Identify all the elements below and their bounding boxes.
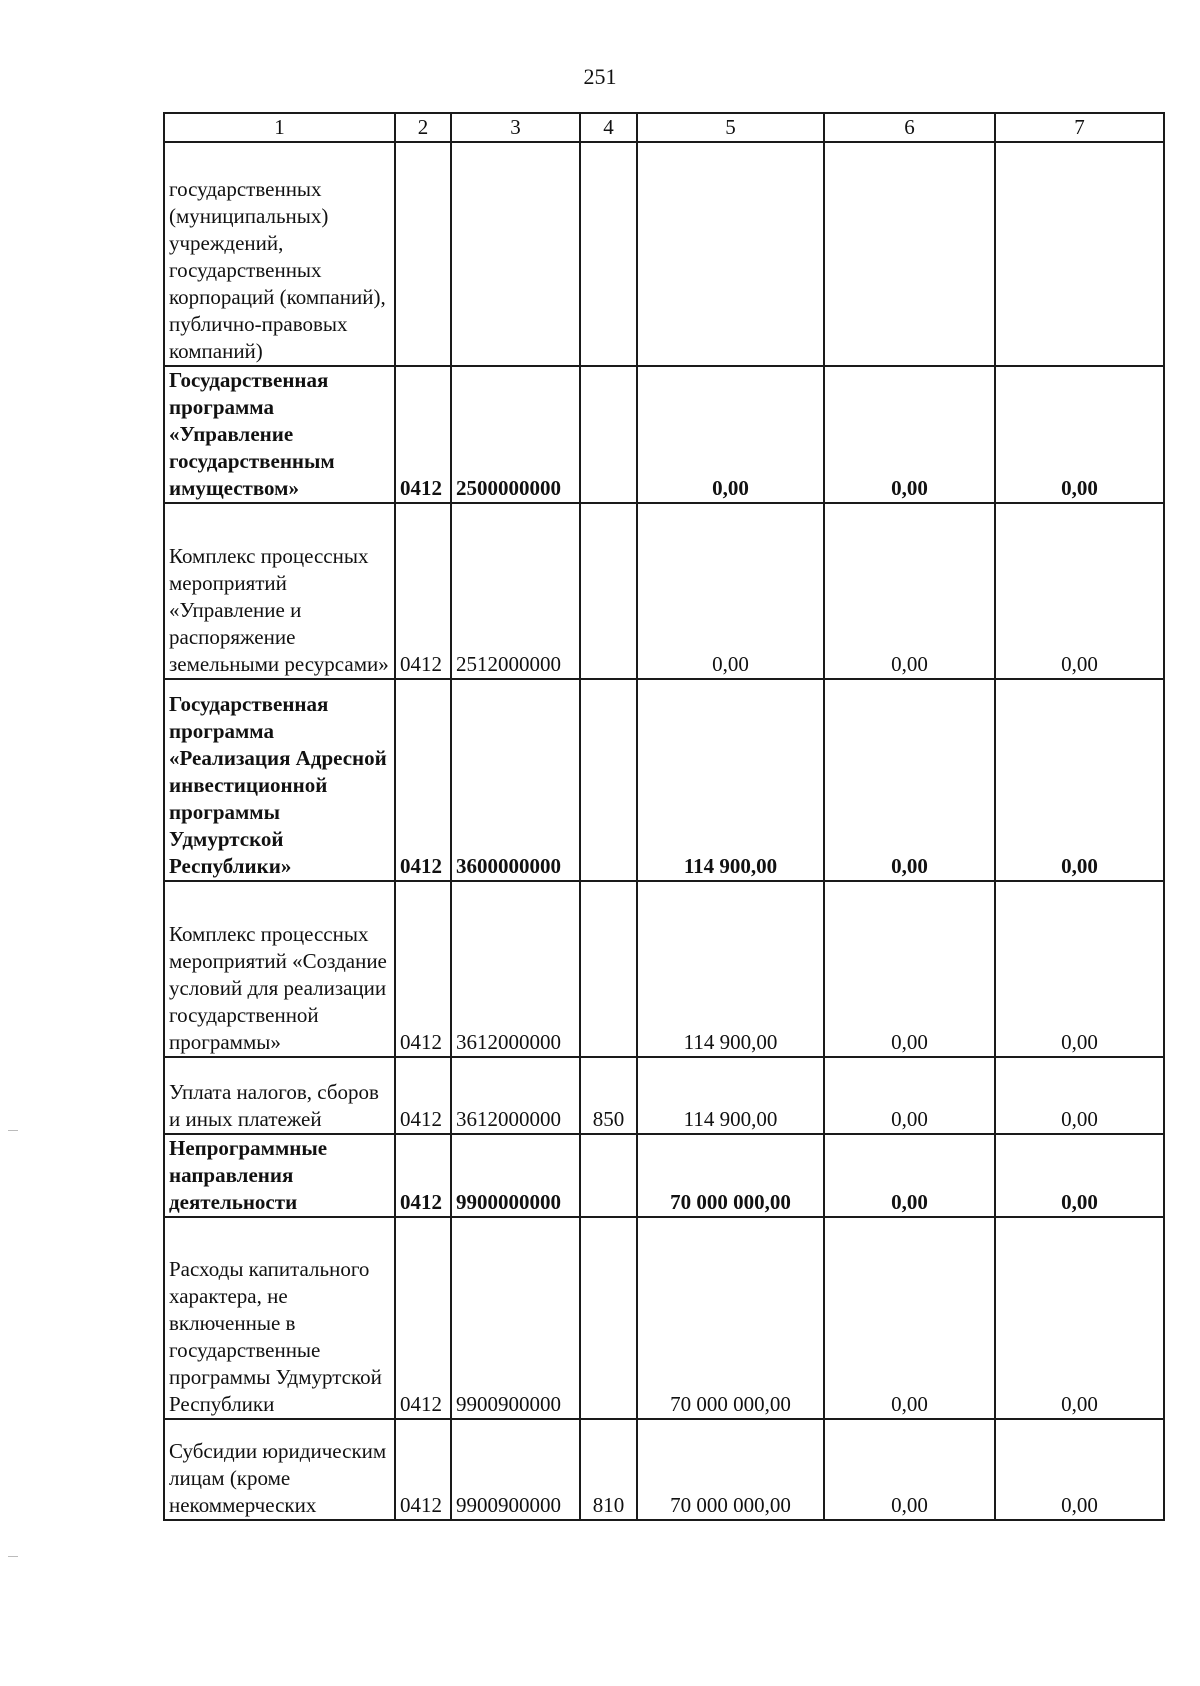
expense-type-cell — [580, 1217, 637, 1419]
amount-col6-cell: 0,00 — [824, 1134, 995, 1217]
column-header-6: 6 — [824, 113, 995, 142]
target-article-cell: 9900900000 — [451, 1217, 580, 1419]
amount-col5-cell: 0,00 — [637, 366, 824, 503]
column-header-3: 3 — [451, 113, 580, 142]
amount-col7-cell: 0,00 — [995, 366, 1164, 503]
amount-col5-cell: 114 900,00 — [637, 1057, 824, 1134]
expense-type-cell — [580, 881, 637, 1057]
amount-col7-cell — [995, 142, 1164, 366]
row-name-cell: Комплекс процессных мероприятий «Управление и распоряжение земельными ресурсами» — [164, 503, 395, 679]
target-article-cell: 3612000000 — [451, 881, 580, 1057]
amount-col5-cell: 70 000 000,00 — [637, 1217, 824, 1419]
section-code-cell: 0412 — [395, 503, 451, 679]
table-row — [164, 1134, 1164, 1217]
expense-type-cell — [580, 1134, 637, 1217]
amount-col5-cell: 114 900,00 — [637, 881, 824, 1057]
target-article-cell: 2500000000 — [451, 366, 580, 503]
section-code-cell — [395, 142, 451, 366]
amount-col7-cell: 0,00 — [995, 679, 1164, 881]
table-row — [164, 1217, 1164, 1419]
expense-type-cell — [580, 366, 637, 503]
column-header-7: 7 — [995, 113, 1164, 142]
expense-type-cell — [580, 142, 637, 366]
section-code-cell: 0412 — [395, 881, 451, 1057]
expense-type-cell — [580, 679, 637, 881]
target-article-cell: 9900000000 — [451, 1134, 580, 1217]
table-row — [164, 679, 1164, 881]
amount-col6-cell: 0,00 — [824, 679, 995, 881]
row-name-cell: Уплата налогов, сборов и иных платежей — [164, 1057, 395, 1134]
table-header-row — [164, 113, 1164, 142]
target-article-cell — [451, 142, 580, 366]
row-name-cell: Субсидии юридическим лицам (кроме некоммерческих — [164, 1419, 395, 1520]
row-name-cell: Непрограммные направления деятельности — [164, 1134, 395, 1217]
expense-type-cell: 850 — [580, 1057, 637, 1134]
target-article-cell: 9900900000 — [451, 1419, 580, 1520]
amount-col5-cell: 70 000 000,00 — [637, 1134, 824, 1217]
page-number: 251 — [583, 64, 617, 89]
amount-col6-cell: 0,00 — [824, 1419, 995, 1520]
row-name-cell: Комплекс процессных мероприятий «Создание условий для реализации государственной программы» — [164, 881, 395, 1057]
column-header-4: 4 — [580, 113, 637, 142]
column-header-1: 1 — [164, 113, 395, 142]
target-article-cell: 3612000000 — [451, 1057, 580, 1134]
table-row — [164, 1419, 1164, 1520]
row-name-cell: Государственная программа «Реализация Адресной инвестиционной программы Удмуртской Республики» — [164, 679, 395, 881]
target-article-cell: 3600000000 — [451, 679, 580, 881]
section-code-cell: 0412 — [395, 679, 451, 881]
amount-col7-cell: 0,00 — [995, 1419, 1164, 1520]
section-code-cell: 0412 — [395, 1057, 451, 1134]
section-code-cell: 0412 — [395, 1419, 451, 1520]
amount-col5-cell: 70 000 000,00 — [637, 1419, 824, 1520]
column-header-2: 2 — [395, 113, 451, 142]
expense-type-cell: 810 — [580, 1419, 637, 1520]
amount-col6-cell: 0,00 — [824, 366, 995, 503]
table-row — [164, 881, 1164, 1057]
column-header-5: 5 — [637, 113, 824, 142]
table-row — [164, 366, 1164, 503]
amount-col5-cell: 114 900,00 — [637, 679, 824, 881]
budget-table — [163, 112, 1165, 1521]
table-row — [164, 1057, 1164, 1134]
scan-edge-mark — [8, 1556, 18, 1557]
section-code-cell: 0412 — [395, 366, 451, 503]
section-code-cell: 0412 — [395, 1217, 451, 1419]
amount-col7-cell: 0,00 — [995, 881, 1164, 1057]
amount-col6-cell: 0,00 — [824, 1217, 995, 1419]
amount-col7-cell: 0,00 — [995, 503, 1164, 679]
amount-col5-cell: 0,00 — [637, 503, 824, 679]
target-article-cell: 2512000000 — [451, 503, 580, 679]
row-name-cell: Расходы капитального характера, не включенные в государственные программы Удмуртской Республики — [164, 1217, 395, 1419]
amount-col5-cell — [637, 142, 824, 366]
amount-col7-cell: 0,00 — [995, 1057, 1164, 1134]
table-body — [164, 142, 1164, 1520]
expense-type-cell — [580, 503, 637, 679]
row-name-cell: государственных (муниципальных) учреждений, государственных корпораций (компаний), публично-правовых компаний) — [164, 142, 395, 366]
amount-col6-cell: 0,00 — [824, 503, 995, 679]
row-name-cell: Государственная программа «Управление государственным имуществом» — [164, 366, 395, 503]
amount-col7-cell: 0,00 — [995, 1134, 1164, 1217]
amount-col6-cell: 0,00 — [824, 881, 995, 1057]
amount-col6-cell — [824, 142, 995, 366]
amount-col7-cell: 0,00 — [995, 1217, 1164, 1419]
table-row — [164, 503, 1164, 679]
section-code-cell: 0412 — [395, 1134, 451, 1217]
scan-edge-mark — [8, 1130, 18, 1131]
amount-col6-cell: 0,00 — [824, 1057, 995, 1134]
table-row — [164, 142, 1164, 366]
